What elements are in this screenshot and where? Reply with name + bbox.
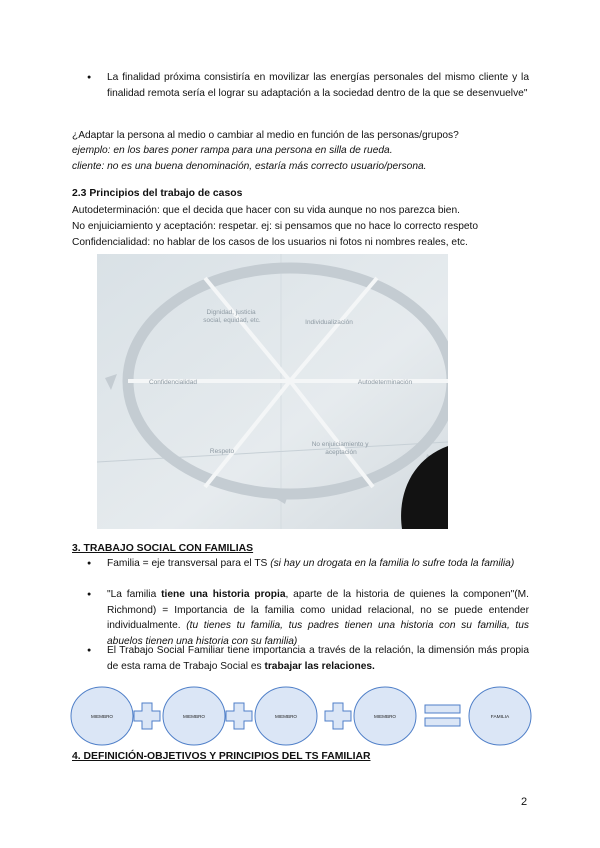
equals-icon [425,705,460,726]
member-circle-2 [163,687,225,745]
page-number: 2 [521,796,528,808]
segment-label-respeto: Respeto [209,448,235,455]
principle-line-3: Confidencialidad: no hablar de los casos de los usuarios ni fotos ni nombres reales, etc. [72,237,468,248]
section-4-title: 4. DEFINICIÓN-OBJETIVOS Y PRINCIPIOS DEL TS FAMILIAR [72,751,371,762]
principle-line-1: Autodeterminación: que el decida que hacer con su vida aunque no nos parezca bien. [72,205,460,216]
principles-diagram [97,254,448,529]
intro-bullet-text: La finalidad próxima consistiría en movilizar las energías personales del mismo cliente y la finalidad remota sería el lograr su adaptación a la sociedad dentro de la que se desenvuelve" [107,72,529,99]
member-circle-4 [354,687,416,745]
family-bullet-2-italic: (tu tienes tu familia, tus padres tienen una historia con su familia, tus abuelos tienen una historia con su familia) [107,620,529,647]
principles-diagram-photo [97,254,448,529]
family-equation [70,685,532,747]
question-line: ¿Adaptar la persona al medio o cambiar al medio en función de las personas/grupos? [72,130,459,141]
segment-label-individualizacion: Individualización [305,319,353,326]
family-bullet-2 [107,587,529,649]
member-label-1: MIEMBRO [91,714,113,719]
family-bullet-1 [107,556,529,572]
plus-icon [134,703,160,729]
family-bullet-1-italic: (si hay un drogata en la familia lo sufre toda la familia) [270,558,515,569]
example-line-1: ejemplo: en los bares poner rampa para una persona en silla de rueda. [72,145,393,156]
family-circle [469,687,531,745]
member-circle-3 [255,687,317,745]
member-label-3: MIEMBRO [275,714,297,719]
member-label-2: MIEMBRO [183,714,205,719]
family-label: FAMILIA [490,715,510,720]
family-bullet-1-text: Familia = eje transversal para el TS [107,558,268,569]
family-bullet-3-bold: trabajar las relaciones. [264,660,375,672]
member-label-4: MIEMBRO [374,714,396,719]
segment-label-dignidad: Dignidad, justicia social, equidad, etc. [203,309,261,324]
section-2-3-title: 2.3 Principios del trabajo de casos [72,188,243,199]
principle-line-2: No enjuiciamiento y aceptación: respetar. ej: si pensamos que no hace lo correcto respeto [72,221,479,232]
family-bullet-3-text: El Trabajo Social Familiar tiene importancia a través de la relación, la dimensión más propia de esta rama de Trabajo Social es [107,645,529,672]
plus-icon [226,703,252,729]
intro-bullet [107,70,529,101]
example-line-2: cliente: no es una buena denominación, estaría más correcto usuario/persona. [72,161,427,172]
family-bullet-2-bold: tiene una historia propia [161,589,286,600]
family-bullet-2-pre: "La familia [107,589,157,600]
section-3-title: 3. TRABAJO SOCIAL CON FAMILIAS [72,543,254,554]
plus-icon [325,703,351,729]
family-bullet-2-text: , aparte de la historia de quienes la componen"(M. Richmond) = Importancia de la familia como unidad relacional, no se puede entender individualmente. [107,589,530,631]
family-bullet-3 [107,643,529,674]
segment-label-confidencialidad: Confidencialidad [148,379,198,386]
segment-label-autodeterminacion: Autodeterminación [357,379,413,386]
segment-label-no-enjuiciamiento: No enjuiciamiento y aceptación [311,441,369,456]
member-circle-1 [71,687,133,745]
